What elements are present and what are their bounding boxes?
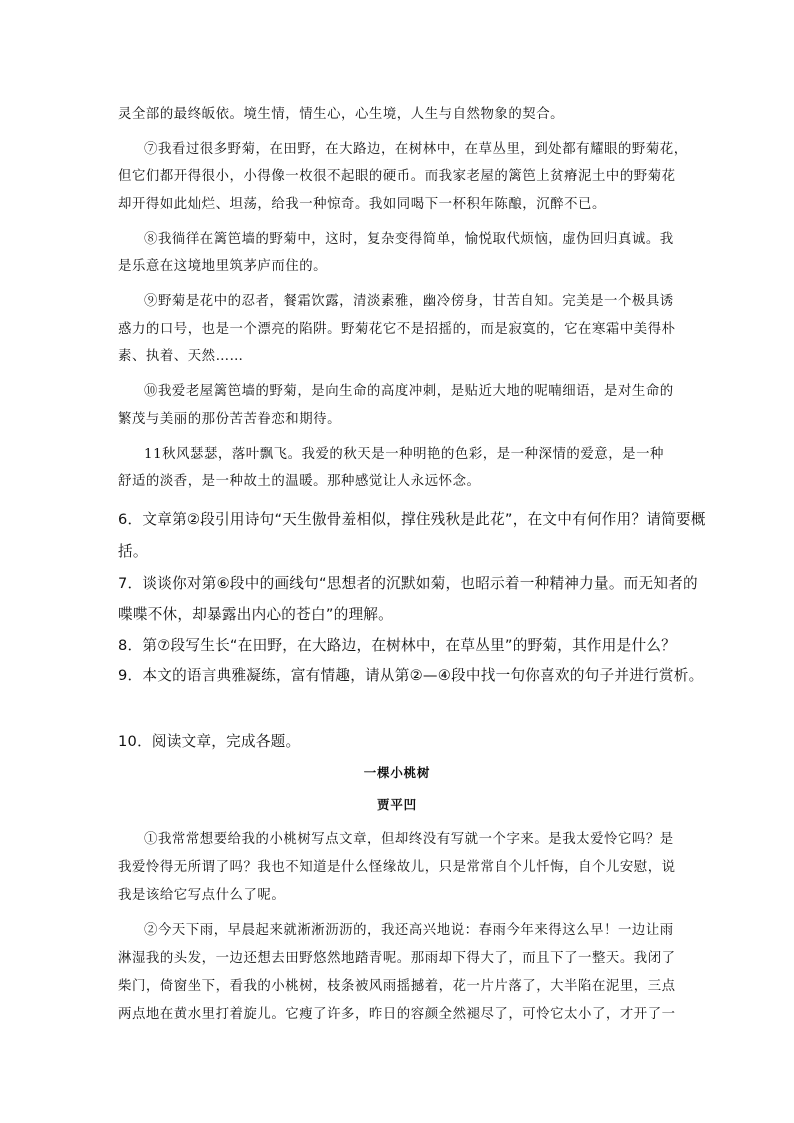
- passage2-line: 我是该给它写点什么了呢。: [118, 888, 286, 903]
- passage2-line: 两点地在黄水里打着旋儿。它瘦了许多，昨日的容颜全然褪尽了，可怜它太小了，才开了一: [118, 1007, 676, 1022]
- passage1-line: 但它们都开得很小，小得像一枚很不起眼的硬币。而我家老屋的篱笆上贫瘠泥土中的野菊花: [118, 169, 676, 184]
- passage1-line: ⑦我看过很多野菊，在田野，在大路边，在树林中，在草丛里，到处都有耀眼的野菊花，: [144, 142, 688, 157]
- question-6-line: 括。: [118, 543, 148, 560]
- passage2-line: ①我常常想要给我的小桃树写点文章，但却终没有写就一个字来。是我太爱怜它吗？是: [144, 832, 674, 847]
- passage1-line: ⑧我徜徉在篱笆墙的野菊中，这时，复杂变得简单，愉悦取代烦恼，虚伪回归真诚。我: [144, 232, 674, 247]
- question-6-line: 6．文章第②段引用诗句“天生傲骨羞相似，撑住残秋是此花”，在文中有何作用？请简要概: [118, 511, 706, 528]
- passage1-line: 灵全部的最终皈依。境生情，情生心，心生境，人生与自然物象的契合。: [118, 107, 565, 122]
- passage1-line: ⑩我爱老屋篱笆墙的野菊，是向生命的高度冲刺，是贴近大地的呢喃细语，是对生命的: [144, 384, 674, 399]
- passage1-line: 舒适的淡香，是一种故土的温暖。那种感觉让人永远怀念。: [118, 474, 481, 489]
- question-8: 8．第⑦段写生长“在田野，在大路边，在树林中，在草丛里”的野菊，其作用是什么？: [118, 637, 677, 654]
- passage1-line: ⑨野菊是花中的忍者，餐霜饮露，清淡素雅，幽冷傍身，甘苦自知。完美是一个极具诱: [144, 294, 674, 309]
- article-author: 贾平凹: [377, 797, 417, 812]
- passage1-line: 11秋风瑟瑟，落叶飘飞。我爱的秋天是一种明艳的色彩，是一种深情的爱意，是一种: [144, 447, 664, 462]
- passage1-line: 是乐意在这境地里筑茅庐而住的。: [118, 259, 328, 274]
- passage1-line: 惑力的口号，也是一个漂亮的陷阱。野菊花它不是招摇的，而是寂寞的，它在寒霜中美得朴: [118, 322, 676, 337]
- question-9: 9．本文的语言典雅凝练，富有情趣，请从第②—④段中找一句你喜欢的句子并进行赏析。: [118, 667, 704, 684]
- passage1-line: 却开得如此灿烂、坦荡，给我一种惊奇。我如同喝下一杯积年陈酿，沉醉不已。: [118, 197, 606, 212]
- passage1-line: 素、执着、天然……: [118, 349, 244, 364]
- passage2-line: 柴门，倚窗坐下，看我的小桃树，枝条被风雨摇撼着，花一片片落了，大半陷在泥里，三点: [118, 979, 676, 994]
- question-7-line: 7．谈谈你对第⑥段中的画线句“思想者的沉默如菊，也昭示着一种精神力量。而无知者的: [118, 575, 698, 592]
- passage2-line: 我爱怜得无所谓了吗？我也不知道是什么怪缘故儿，只是常常自个儿忏悔，自个儿安慰，说: [118, 860, 676, 875]
- passage2-line: ②今天下雨，早晨起来就淅淅沥沥的，我还高兴地说：春雨今年来得这么早！一边让雨: [144, 923, 674, 938]
- question-10: 10．阅读文章，完成各题。: [118, 733, 301, 750]
- passage2-line: 淋湿我的头发，一边还想去田野悠然地踏青呢。那雨却下得大了，而且下了一整天。我闭了: [118, 951, 676, 966]
- article-title: 一棵小桃树: [363, 765, 431, 780]
- passage1-line: 繁茂与美丽的那份苦苦眷恋和期待。: [118, 412, 342, 427]
- question-7-line: 喋喋不休，却暴露出内心的苍白”的理解。: [118, 606, 393, 623]
